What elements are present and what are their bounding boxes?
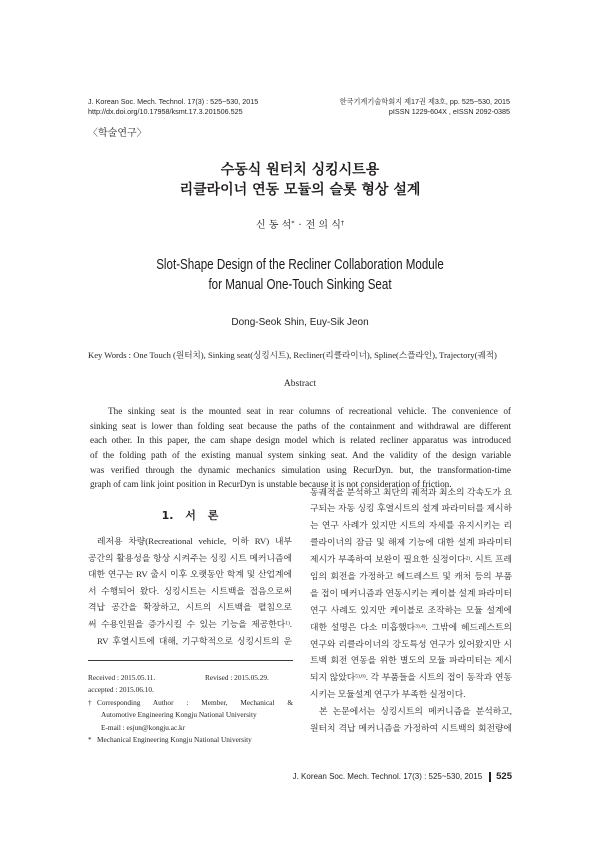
korean-title <box>0 160 600 200</box>
abstract-line: sinking seat is lower than folding seat because the paths of the containment and withdrawal are different <box>90 420 511 431</box>
header-journal-info: 한국기계기술학회지 제17권 제3호, pp. 525~530, 2015 <box>339 97 510 106</box>
body-line <box>310 551 512 568</box>
footer-separator <box>489 772 491 782</box>
author-mark: * <box>291 220 295 228</box>
body-line-text: 대한 설명은 다소 미흡했다 <box>310 621 416 632</box>
footnote-corresponding-text: Corresponding Author : Member, Mechanical & <box>97 697 293 707</box>
footer-citation: J. Korean Soc. Mech. Technol. 17(3) : 525~530, 2015 <box>292 772 483 781</box>
header-citation: J. Korean Soc. Mech. Technol. 17(3) : 525~530, 2015 <box>88 97 259 106</box>
citation-superscript: 2) <box>465 555 471 562</box>
footnote-dates <box>88 672 293 684</box>
abstract-line: graph of cam link joint position in RecurDyn is unstable because it is not consideration of friction. <box>90 479 452 490</box>
author-mark: † <box>340 220 345 228</box>
abstract-line: The sinking seat is the mounted seat in rear columns of recreational vehicle. The convenience of <box>108 406 511 416</box>
english-title-line-1: Slot-Shape Design of the Recliner Collaboration Module <box>156 257 444 273</box>
body-left-column <box>88 533 292 649</box>
footnote-affiliation: Automotive Engineering Kongju National University <box>101 710 257 720</box>
korean-title-line-1: 수동식 원터치 싱킹시트용 <box>220 162 380 178</box>
body-line-text: . 시트 프레 <box>470 554 512 565</box>
dagger-mark: † <box>88 697 92 707</box>
korean-title-line-2: 리클라이너 연동 모듈의 슬롯 형상 설계 <box>179 182 421 198</box>
body-right-column <box>310 484 512 737</box>
body-line-text: . <box>289 618 292 629</box>
body-line-text: 되지 않았다 <box>310 672 356 683</box>
body-line: 동궤적을 분석하고 최단의 궤적과 최소의 각속도가 요 <box>310 486 512 497</box>
abstract-line: of the folding path of the existing manual system sinking seat. And the validity of the design variable <box>90 450 511 461</box>
body-line <box>88 616 292 633</box>
body-line: 공간의 활용성을 항상 시켜주는 싱킹 시트 메커니즘에 <box>88 552 292 563</box>
body-line: 클라이너의 잠금 및 해제 기능에 대한 설계 파라미터 <box>310 537 512 548</box>
citation-superscript: 3),4) <box>415 623 426 630</box>
footnote-revised: Revised : 2015.05.29. <box>205 673 269 682</box>
header-doi: http://dx.doi.org/10.17958/ksmt.17.3.201506.525 <box>88 107 243 116</box>
header-right <box>340 97 510 117</box>
keywords-line: Key Words : One Touch (원터치), Sinking seat(싱킹시트), Recliner(리클라이너), Spline(스플라인), Trajectory(궤적) <box>88 350 497 360</box>
asterisk-mark: * <box>88 734 92 744</box>
korean-authors <box>0 219 600 233</box>
footnote-email: E-mail : esjun@kongju.ac.kr <box>101 722 186 732</box>
author-name: 신 동 석 <box>255 220 292 231</box>
body-line-text: . 각 부품들을 시트의 접이 동작과 연동 <box>365 672 512 683</box>
author-name: 전 의 식 <box>305 220 341 231</box>
body-line: 원터치 격납 메커니즘을 가정하여 시트백의 회전량에 <box>310 722 512 733</box>
body-line: 시키는 모듈설계 연구가 부족한 실정이다. <box>310 689 466 700</box>
citation-superscript: 5),6) <box>355 673 366 680</box>
english-title <box>60 256 540 295</box>
english-title-line-2: for Manual One-Touch Sinking Seat <box>208 276 392 293</box>
footnote-received: Received : 2015.05.11. <box>88 673 156 682</box>
body-line: 연구와 리클라이너의 강도특성 연구가 있어왔지만 시 <box>310 638 512 649</box>
footnote-accepted: accepted : 2015.06.10. <box>88 685 154 695</box>
body-line <box>310 619 512 636</box>
abstract-heading: Abstract <box>283 379 317 389</box>
body-line: 트백 회전 연동을 위한 별도의 모듈 파라미터는 제시 <box>310 655 512 666</box>
body-line: 격납 공간을 확장하고, 시트의 시트백을 펼침으로 <box>88 602 292 613</box>
body-line: 는 연구 사례가 있지만 시트의 자세를 유지시키는 리 <box>310 520 512 531</box>
body-line: 서 수행되어 왔다. 싱킹시트는 시트백을 접음으로써 <box>88 585 292 596</box>
header-left <box>88 97 258 117</box>
body-line: RV 후열시트에 대해, 기구학적으로 싱킹시트의 운 <box>97 635 292 646</box>
footnote-rule <box>88 660 293 661</box>
body-line: 대한 연구는 RV 출시 이후 오랫동안 학계 및 산업계에 <box>88 569 292 580</box>
body-line: 임의 회전을 가정하고 헤드레스트 및 캐처 등의 부품 <box>310 570 512 581</box>
author-separator: · <box>298 220 302 231</box>
page-footer <box>293 770 512 784</box>
abstract-line: each other. In this paper, the cam shape design model which is related recliner apparatus was introduced <box>90 435 511 446</box>
body-line: 본 논문에서는 싱킹시트의 메커니즘을 분석하고, <box>319 706 512 717</box>
body-line-text: 제시가 부족하여 보완이 필요한 실정이다 <box>310 554 466 565</box>
body-line-text: 써 수용인원을 증가시킬 수 있는 기능을 제공한다 <box>88 618 286 629</box>
body-line: 연구 사례도 있지만 케이블로 조작하는 모듈 설계에 <box>310 604 512 615</box>
footnote-author-affiliation <box>88 734 293 746</box>
abstract-line: was verified through the dynamic mechanics simulation using RecurDyn. but, the transformation-time <box>90 464 511 475</box>
footnote-author-affiliation-text: Mechanical Engineering Kongju National University <box>97 734 252 744</box>
footer-page-number: 525 <box>496 771 512 782</box>
category-label: 〈학술연구〉 <box>88 128 147 139</box>
body-line <box>310 669 512 686</box>
citation-superscript: 1) <box>285 620 290 627</box>
footnote-corresponding <box>88 697 293 709</box>
body-line: 레저용 차량(Recreational vehicle, 이하 RV) 내부 <box>97 536 292 546</box>
abstract-body <box>90 404 511 492</box>
body-line: 을 접이 메커니즘과 연동시키는 케이블 설계 파라미터 <box>310 587 512 598</box>
english-authors: Dong-Seok Shin, Euy-Sik Jeon <box>231 317 369 328</box>
section-heading: 1. 서 론 <box>161 509 219 522</box>
body-line: 구되는 자동 싱킹 후열시트의 설계 파라미터를 제시하 <box>310 503 512 514</box>
footnotes <box>88 672 293 746</box>
header-issn: pISSN 1229-604X , eISSN 2092-0385 <box>388 107 510 116</box>
body-line-text: . 그밖에 헤드레스트의 <box>425 621 512 632</box>
